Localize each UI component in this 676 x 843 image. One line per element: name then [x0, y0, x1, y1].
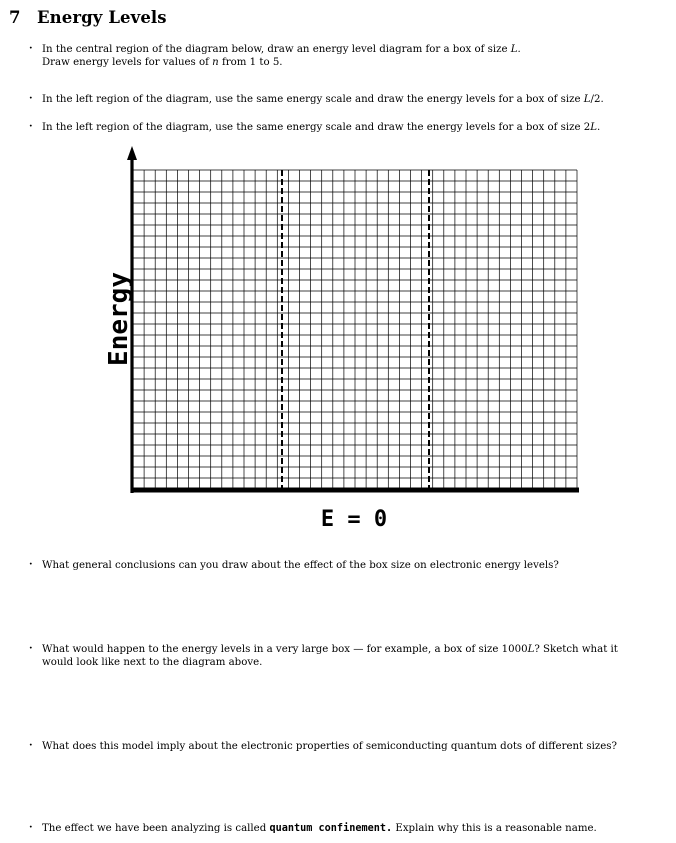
- question-2: [29, 643, 669, 669]
- text-run: In the left region of the diagram, use the same energy scale and draw the energy levels for a box of size: [42, 94, 584, 105]
- text-run: ? Sketch what it: [534, 644, 618, 655]
- bullet-icon: ·: [29, 642, 33, 654]
- question-1-text: [42, 559, 669, 572]
- bullet-icon: ·: [29, 42, 33, 54]
- text-run: What would happen to the energy levels in a very large box — for example, a box of size 1000: [42, 644, 528, 655]
- question-4-text: [42, 822, 669, 835]
- question-3: [29, 740, 669, 753]
- text-run: n: [212, 57, 219, 68]
- text-run: In the left region of the diagram, use the same energy scale and draw the energy levels for a box of size 2: [42, 122, 591, 133]
- energy-axis-label: Energy: [104, 272, 134, 366]
- bullet-icon: ·: [29, 120, 33, 132]
- question-1: [29, 559, 669, 572]
- section-number: 7: [9, 8, 21, 27]
- text-run: L: [590, 122, 598, 133]
- bullet-icon: ·: [29, 821, 33, 833]
- text-run: quantum confinement.: [269, 823, 393, 834]
- text-run: .: [517, 44, 521, 55]
- text-run: Draw energy levels for values of: [42, 57, 213, 68]
- text-run: .: [597, 122, 601, 133]
- bullet-icon: ·: [29, 92, 33, 104]
- text-run: Explain why this is a reasonable name.: [392, 823, 597, 834]
- question-2-line-1: [42, 643, 669, 656]
- section-title: Energy Levels: [37, 8, 167, 27]
- baseline-label: E = 0: [320, 507, 388, 532]
- text-run: L: [583, 94, 591, 105]
- text-run: L: [527, 644, 535, 655]
- text-run: The effect we have been analyzing is called: [42, 823, 270, 834]
- question-4: [29, 822, 669, 835]
- text-run: from 1 to 5.: [218, 57, 283, 68]
- text-run: In the central region of the diagram below, draw an energy level diagram for a box of size: [42, 44, 511, 55]
- bullet-icon: ·: [29, 739, 33, 751]
- bullet-icon: ·: [29, 558, 33, 570]
- region-dividers: [282, 170, 429, 489]
- text-run: would look like next to the diagram above.: [42, 657, 263, 668]
- question-3-text: [42, 740, 669, 753]
- text-run: What does this model imply about the electronic properties of semiconducting quantum dots of different sizes?: [42, 741, 617, 752]
- drawing-grid: [133, 170, 577, 489]
- text-run: /2.: [590, 94, 604, 105]
- energy-axis-arrow-icon: [127, 146, 137, 160]
- text-run: What general conclusions can you draw about the effect of the box size on electronic energy levels?: [42, 560, 559, 571]
- text-run: L: [510, 44, 518, 55]
- question-2-line-2: [42, 656, 669, 669]
